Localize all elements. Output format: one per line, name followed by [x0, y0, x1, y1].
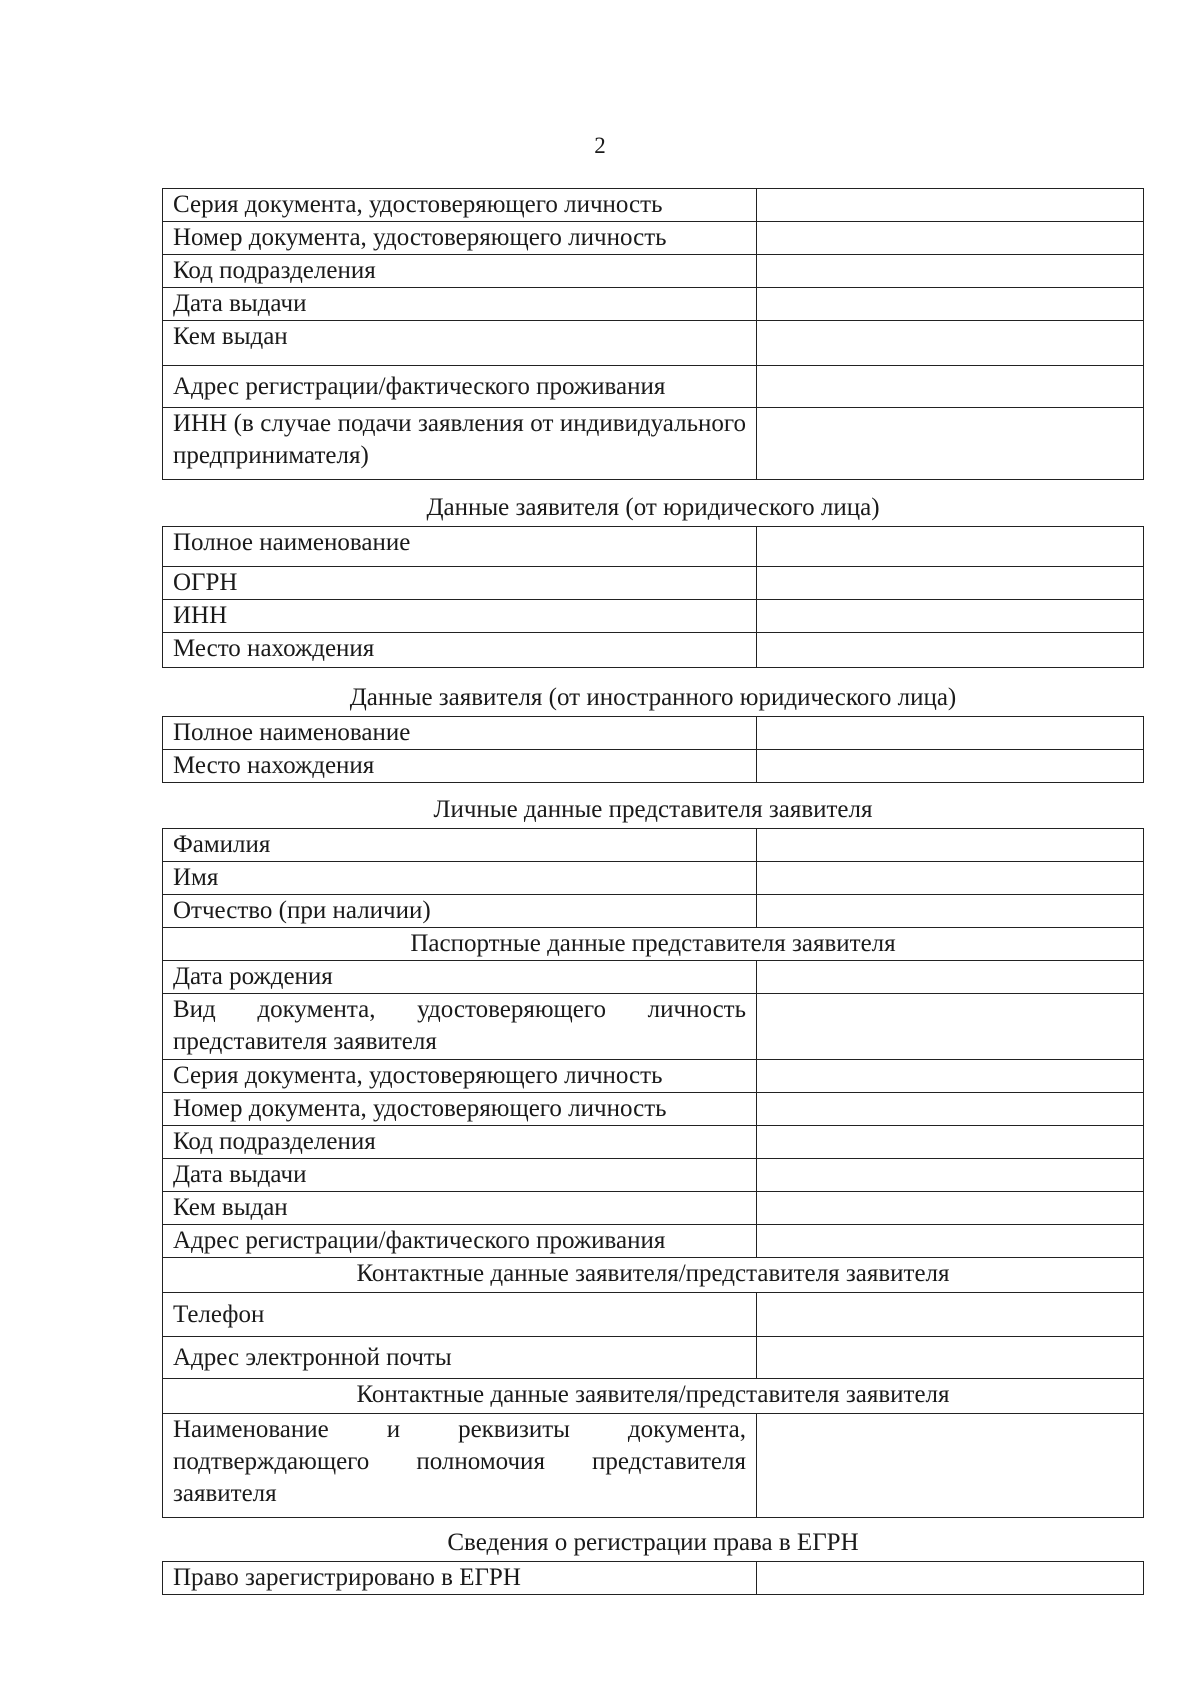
table-row — [163, 1093, 1144, 1126]
row-label: ИНН — [163, 600, 757, 633]
table-row — [163, 961, 1144, 994]
egrn-table — [162, 1561, 1144, 1595]
row-value[interactable] — [757, 366, 1144, 408]
row-value[interactable] — [757, 994, 1144, 1060]
table-row — [163, 1192, 1144, 1225]
table-row — [163, 1293, 1144, 1337]
row-label: Наименование и реквизиты документа, подтверждающего полномочия представителя заявителя — [163, 1414, 757, 1518]
row-value[interactable] — [757, 527, 1144, 567]
row-label: Код подразделения — [163, 255, 757, 288]
row-label: Место нахождения — [163, 750, 757, 783]
table-row — [163, 255, 1144, 288]
table-row — [163, 1060, 1144, 1093]
foreign-entity-block — [162, 680, 1144, 783]
representative-table — [162, 828, 1144, 1518]
section-heading: Данные заявителя (от юридического лица) — [426, 494, 880, 521]
table-row — [163, 567, 1144, 600]
row-label: Адрес электронной почты — [163, 1337, 757, 1379]
row-label: Телефон — [163, 1293, 757, 1337]
row-label: Место нахождения — [163, 633, 757, 668]
row-value[interactable] — [757, 1337, 1144, 1379]
section-heading: Личные данные представителя заявителя — [433, 796, 873, 823]
table-row — [163, 750, 1144, 783]
row-value[interactable] — [757, 321, 1144, 366]
row-label: ИНН (в случае подачи заявления от индивидуального предпринимателя) — [163, 408, 757, 480]
row-value[interactable] — [757, 829, 1144, 862]
row-value[interactable] — [757, 567, 1144, 600]
row-label: Фамилия — [163, 829, 757, 862]
row-value[interactable] — [757, 288, 1144, 321]
row-value[interactable] — [757, 862, 1144, 895]
subsection-heading: Контактные данные заявителя/представителя заявителя — [163, 1379, 1144, 1414]
table-row — [163, 1414, 1144, 1518]
table-row — [163, 994, 1144, 1060]
row-value[interactable] — [757, 1093, 1144, 1126]
table-row — [163, 366, 1144, 408]
row-value[interactable] — [757, 895, 1144, 928]
row-label: Адрес регистрации/фактического проживания — [163, 1225, 757, 1258]
row-value[interactable] — [757, 255, 1144, 288]
table-row — [163, 1126, 1144, 1159]
row-label: Кем выдан — [163, 321, 757, 366]
row-label: Кем выдан — [163, 1192, 757, 1225]
table-row — [163, 288, 1144, 321]
table-row — [163, 633, 1144, 668]
row-value[interactable] — [757, 750, 1144, 783]
section-heading: Сведения о регистрации права в ЕГРН — [447, 1529, 859, 1556]
table-row — [163, 1258, 1144, 1293]
row-value[interactable] — [757, 600, 1144, 633]
legal-entity-table — [162, 526, 1144, 668]
table-row — [163, 408, 1144, 480]
row-value[interactable] — [757, 1159, 1144, 1192]
row-value[interactable] — [757, 1293, 1144, 1337]
row-value[interactable] — [757, 717, 1144, 750]
table-row — [163, 222, 1144, 255]
row-label: Дата рождения — [163, 961, 757, 994]
table-row — [163, 1159, 1144, 1192]
row-label: Отчество (при наличии) — [163, 895, 757, 928]
row-label: Номер документа, удостоверяющего личность — [163, 1093, 757, 1126]
table-row — [163, 1225, 1144, 1258]
table-row — [163, 717, 1144, 750]
table-row — [163, 189, 1144, 222]
applicant-document-table — [162, 188, 1144, 480]
row-value[interactable] — [757, 1126, 1144, 1159]
representative-block — [162, 792, 1144, 1518]
table-row — [163, 321, 1144, 366]
row-value[interactable] — [757, 1562, 1144, 1595]
row-value[interactable] — [757, 222, 1144, 255]
table-row — [163, 527, 1144, 567]
row-label: Дата выдачи — [163, 288, 757, 321]
table-row — [163, 1379, 1144, 1414]
row-value[interactable] — [757, 961, 1144, 994]
subsection-heading: Контактные данные заявителя/представителя заявителя — [163, 1258, 1144, 1293]
row-value[interactable] — [757, 189, 1144, 222]
row-label: Право зарегистрировано в ЕГРН — [163, 1562, 757, 1595]
table-row — [163, 829, 1144, 862]
section-heading: Данные заявителя (от иностранного юридического лица) — [349, 684, 957, 711]
table-row — [163, 928, 1144, 961]
table-row — [163, 600, 1144, 633]
legal-entity-block — [162, 490, 1144, 668]
row-value[interactable] — [757, 1414, 1144, 1518]
row-label: Адрес регистрации/фактического проживания — [163, 366, 757, 408]
row-label: Вид документа, удостоверяющего личность представителя заявителя — [163, 994, 757, 1060]
row-label: Код подразделения — [163, 1126, 757, 1159]
row-value[interactable] — [757, 1060, 1144, 1093]
subsection-heading: Паспортные данные представителя заявителя — [163, 928, 1144, 961]
row-label: ОГРН — [163, 567, 757, 600]
applicant-document-table-block — [162, 188, 1144, 480]
table-row — [163, 1562, 1144, 1595]
row-value[interactable] — [757, 1225, 1144, 1258]
egrn-block — [162, 1525, 1144, 1595]
row-label: Полное наименование — [163, 717, 757, 750]
page-number: 2 — [594, 133, 606, 158]
row-value[interactable] — [757, 408, 1144, 480]
foreign-entity-table — [162, 716, 1144, 783]
row-label: Номер документа, удостоверяющего личность — [163, 222, 757, 255]
row-value[interactable] — [757, 1192, 1144, 1225]
table-row — [163, 895, 1144, 928]
row-label: Дата выдачи — [163, 1159, 757, 1192]
row-label: Полное наименование — [163, 527, 757, 567]
row-label: Серия документа, удостоверяющего личность — [163, 189, 757, 222]
row-label: Серия документа, удостоверяющего личность — [163, 1060, 757, 1093]
row-value[interactable] — [757, 633, 1144, 668]
row-label: Имя — [163, 862, 757, 895]
table-row — [163, 862, 1144, 895]
table-row — [163, 1337, 1144, 1379]
